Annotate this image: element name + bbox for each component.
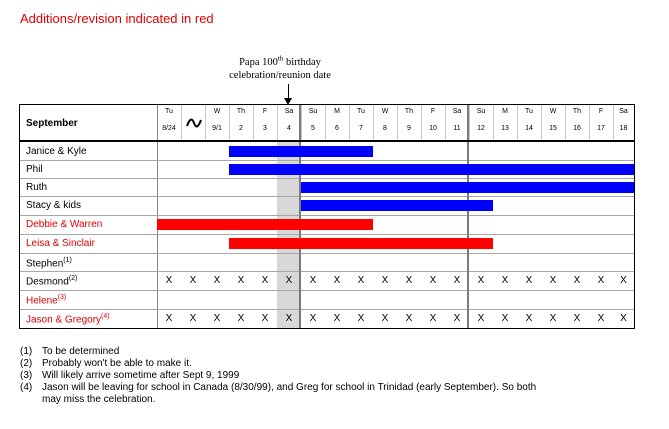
date-label: 8: [383, 125, 387, 132]
day-header: [253, 107, 277, 133]
week-divider: [467, 105, 469, 328]
row-divider: [20, 234, 634, 235]
day-header: [421, 107, 445, 133]
day-header: [229, 107, 253, 133]
day-header: [589, 107, 613, 133]
attendance-x-mark: X: [333, 313, 341, 324]
attendee-name-text: Debbie & Warren: [26, 219, 103, 230]
day-of-week-label: F: [598, 108, 604, 115]
day-of-week-label: Su: [308, 108, 318, 115]
footnote-reference: (1): [63, 257, 72, 264]
day-header: [157, 107, 181, 133]
footnote-number: (3): [20, 370, 33, 381]
date-label: 2: [239, 125, 243, 132]
day-column-divider: [181, 105, 182, 142]
day-of-week-label: Th: [572, 108, 582, 115]
date-label: 4: [287, 125, 291, 132]
footnote-number: (1): [20, 346, 33, 357]
footnote-text: To be determined: [42, 346, 120, 357]
attendee-name-text: Helene: [26, 295, 58, 307]
date-label: 13: [501, 125, 509, 132]
day-header: [469, 107, 493, 133]
attendee-name: [26, 313, 110, 325]
attendee-name-text: Desmond: [26, 276, 69, 288]
attendance-x-mark: X: [573, 313, 581, 324]
row-divider: [20, 290, 634, 291]
day-header: [397, 107, 421, 133]
arrow-line: [288, 84, 289, 99]
attendee-name: [26, 257, 72, 269]
attendance-x-mark: X: [285, 313, 293, 324]
footnotes: [20, 346, 536, 406]
attendee-name: [26, 164, 43, 175]
attendee-name-text: Jason & Gregory: [26, 314, 102, 326]
row-divider: [20, 309, 634, 310]
day-of-week-label: M: [502, 108, 508, 115]
footnote: [20, 346, 536, 358]
date-label: 11: [453, 125, 461, 132]
revision-note-heading: Additions/revision indicated in red: [20, 11, 214, 26]
attendance-bar: [301, 200, 493, 211]
date-label: 9: [407, 125, 411, 132]
footnote: [20, 394, 536, 406]
attendee-name: [26, 219, 102, 230]
attendance-x-mark: X: [357, 313, 365, 324]
annotation-superscript: th: [277, 54, 284, 63]
annotation-line2: celebration/reunion date: [229, 70, 331, 81]
attendance-x-mark: X: [620, 313, 627, 324]
day-header: [373, 107, 397, 133]
date-label: 9/1: [212, 125, 222, 132]
row-divider: [20, 196, 634, 197]
footnote-text: may miss the celebration.: [42, 394, 156, 405]
day-header: [301, 107, 325, 133]
row-divider: [20, 178, 634, 179]
day-of-week-label: Th: [236, 108, 246, 115]
attendance-x-mark: X: [285, 275, 293, 286]
attendance-x-mark: X: [261, 275, 269, 286]
footnote: [20, 358, 536, 370]
date-label: 16: [573, 125, 581, 132]
attendee-name: [26, 146, 87, 157]
month-label: September: [26, 118, 78, 129]
attendance-x-mark: X: [189, 275, 197, 286]
attendance-x-mark: X: [213, 313, 221, 324]
day-of-week-label: F: [430, 108, 436, 115]
annotation-line1-prefix: Papa 100: [239, 57, 278, 68]
attendance-x-mark: X: [429, 313, 437, 324]
attendance-x-mark: X: [165, 275, 173, 286]
attendee-name-text: Stacy & kids: [26, 200, 82, 211]
day-of-week-label: M: [334, 108, 340, 115]
date-label: 5: [311, 125, 315, 132]
date-label: 17: [597, 125, 605, 132]
attendee-name-text: Stephen: [26, 258, 64, 270]
row-divider: [20, 215, 634, 216]
day-of-week-label: W: [213, 108, 221, 115]
day-header: [613, 107, 634, 133]
attendance-x-mark: X: [525, 313, 533, 324]
attendance-x-mark: X: [381, 275, 389, 286]
attendance-x-mark: X: [381, 313, 389, 324]
day-of-week-label: Sa: [284, 108, 294, 115]
day-header: [205, 107, 229, 133]
footnote: [20, 382, 536, 394]
attendance-x-mark: X: [477, 313, 485, 324]
attendance-x-mark: X: [189, 313, 197, 324]
date-label: 7: [359, 125, 363, 132]
attendee-name: [26, 238, 95, 249]
day-header: [277, 107, 301, 133]
attendance-x-mark: X: [453, 275, 461, 286]
day-of-week-label: Su: [476, 108, 486, 115]
day-of-week-label: Tu: [357, 108, 365, 115]
day-of-week-label: Tu: [525, 108, 533, 115]
attendee-name: [26, 182, 47, 193]
date-label: 10: [429, 125, 437, 132]
header-separator: [20, 140, 634, 142]
attendance-x-mark: X: [309, 275, 317, 286]
day-header: [541, 107, 565, 133]
footnote-text: Will likely arrive sometime after Sept 9, 1999: [42, 370, 240, 381]
attendance-x-mark: X: [620, 275, 627, 286]
attendee-name: [26, 275, 77, 287]
footnote-reference: (2): [68, 275, 78, 282]
attendance-x-mark: X: [237, 313, 245, 324]
attendee-name-text: Phil: [26, 164, 43, 175]
reunion-date-annotation: [210, 56, 350, 82]
footnote-reference: (4): [101, 313, 110, 320]
attendance-x-mark: X: [405, 313, 413, 324]
row-divider: [20, 271, 634, 272]
date-label: 18: [619, 125, 628, 132]
attendee-name-text: Ruth: [26, 182, 48, 193]
attendance-bar: [229, 164, 634, 175]
attendance-x-mark: X: [333, 275, 341, 286]
date-label: 14: [525, 125, 533, 132]
date-label: 3: [263, 125, 267, 132]
attendance-x-mark: X: [429, 275, 437, 286]
date-label: 15: [549, 125, 557, 132]
footnote-number: (4): [20, 382, 33, 393]
attendance-bar: [301, 182, 634, 193]
attendance-bar: [157, 219, 373, 230]
attendance-x-mark: X: [597, 313, 605, 324]
attendance-x-mark: X: [501, 275, 509, 286]
day-of-week-label: W: [549, 108, 557, 115]
attendance-bar: [229, 146, 373, 157]
attendee-name-text: Leisa & Sinclair: [26, 238, 95, 249]
day-header: [445, 107, 469, 133]
day-header: [325, 107, 349, 133]
attendance-bar: [229, 238, 493, 249]
attendance-x-mark: X: [597, 275, 605, 286]
date-break-squiggle-icon: [186, 117, 202, 129]
day-header: [565, 107, 589, 133]
day-of-week-label: Sa: [619, 108, 628, 115]
footnote: [20, 370, 536, 382]
date-label: 6: [335, 125, 339, 132]
attendance-x-mark: X: [573, 275, 581, 286]
footnote-text: Jason will be leaving for school in Canada (8/30/99), and Greg for school in Trinidad (early September). So both: [42, 382, 537, 393]
date-label: 8/24: [162, 125, 176, 132]
day-of-week-label: W: [381, 108, 389, 115]
attendance-x-mark: X: [309, 313, 317, 324]
attendance-x-mark: X: [549, 313, 557, 324]
week-divider: [299, 105, 301, 328]
attendance-x-mark: X: [453, 313, 461, 324]
attendee-name: [26, 294, 66, 306]
day-header: [349, 107, 373, 133]
footnote-text: Probably won't be able to make it.: [42, 358, 192, 369]
day-of-week-label: Tu: [165, 108, 173, 115]
attendance-x-mark: X: [501, 313, 509, 324]
attendance-x-mark: X: [213, 275, 221, 286]
date-label: 12: [477, 125, 485, 132]
attendance-x-mark: X: [549, 275, 557, 286]
attendance-x-mark: X: [237, 275, 245, 286]
footnote-reference: (3): [57, 294, 67, 301]
name-column-divider: [157, 105, 158, 328]
attendance-x-mark: X: [165, 313, 173, 324]
attendance-x-mark: X: [357, 275, 365, 286]
row-divider: [20, 253, 634, 254]
row-divider: [20, 160, 634, 161]
attendee-name-text: Janice & Kyle: [26, 146, 87, 157]
schedule-table: [19, 104, 635, 329]
day-header: [517, 107, 541, 133]
day-of-week-label: Sa: [452, 108, 462, 115]
attendance-x-mark: X: [525, 275, 533, 286]
day-of-week-label: F: [262, 108, 268, 115]
attendance-x-mark: X: [477, 275, 485, 286]
day-of-week-label: Th: [404, 108, 414, 115]
attendee-name: [26, 200, 81, 211]
day-header: [493, 107, 517, 133]
attendance-x-mark: X: [261, 313, 269, 324]
footnote-number: (2): [20, 358, 33, 369]
annotation-line1-suffix: birthday: [283, 57, 321, 68]
attendance-x-mark: X: [405, 275, 413, 286]
